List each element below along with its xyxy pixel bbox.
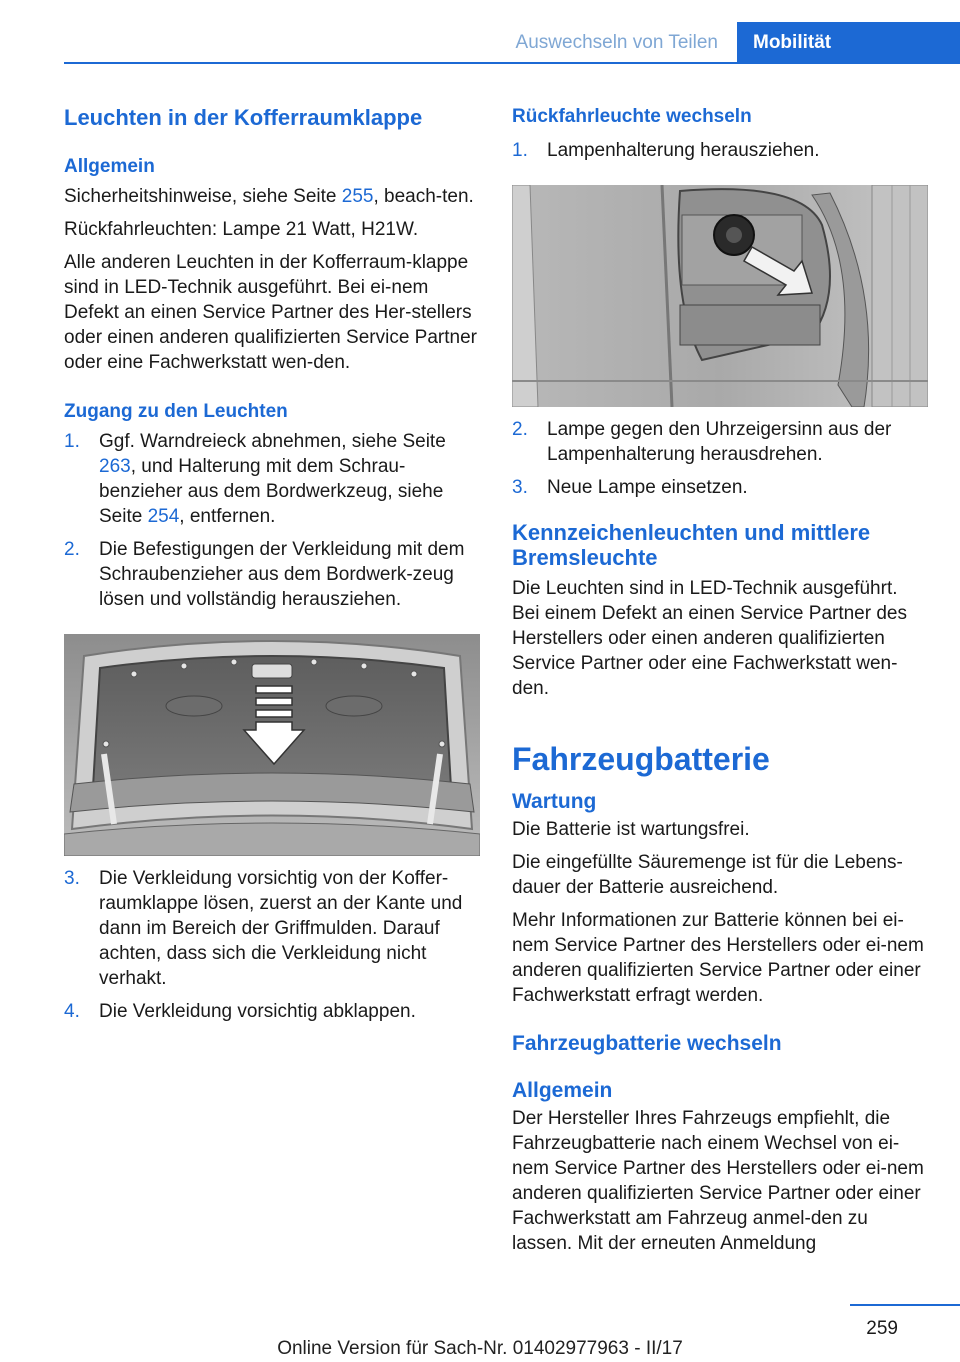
other-lights-text: Alle anderen Leuchten in der Kofferraum-klappe sind in LED-Technik ausgeführt. Bei ei-nem Defekt an einen Service Partner des Her-stellers oder einen anderen qualifizierten Service Partner oder eine Fachwerkstatt wen-den. bbox=[64, 252, 477, 373]
footer-rule bbox=[850, 1304, 960, 1306]
page-header bbox=[0, 0, 960, 64]
breadcrumb[interactable]: Auswechseln von Teilen bbox=[515, 32, 718, 53]
heading-rueckfahrleuchte: Rückfahrleuchte wechseln bbox=[512, 106, 752, 127]
heading-zugang: Zugang zu den Leuchten bbox=[64, 401, 288, 422]
rueckfahr-text: Rückfahrleuchten: Lampe 21 Watt, H21W. bbox=[64, 219, 419, 240]
section-title-kofferraum: Leuchten in der Kofferraumklappe bbox=[64, 105, 423, 130]
steps-zugang-cont bbox=[64, 866, 480, 1024]
steps-rueck-cont bbox=[512, 417, 928, 500]
heading-fahrzeugbatterie: Fahrzeugbatterie bbox=[512, 741, 770, 777]
heading-kennzeichen: Kennzeichenleuchten und mittlere Bremsleuchte bbox=[512, 520, 871, 570]
list-item: 1. Lampenhalterung herausziehen. bbox=[512, 140, 820, 161]
page-ref-255[interactable]: 255 bbox=[341, 186, 374, 207]
heading-allgemein-2: Allgemein bbox=[512, 1079, 613, 1102]
heading-wartung: Wartung bbox=[512, 790, 597, 813]
lamp-holder-illustration bbox=[512, 185, 928, 407]
left-column bbox=[64, 100, 480, 1024]
section-tab[interactable]: Mobilität bbox=[737, 22, 960, 62]
page-ref-263[interactable]: 263 bbox=[99, 456, 131, 477]
list-item: 3. Neue Lampe einsetzen. bbox=[512, 477, 748, 498]
batterie-allgemein-text: Der Hersteller Ihres Fahrzeugs empfiehlt, die Fahrzeugbatterie nach einem Wechsel von ei-nem Service Partner des Herstellers oder ei-nem anderen qualifizierten Service Partner oder einer Fachwerkstatt am Fahrzeug anmel-den zu lassen. Mit der erneuten Anmeldung bbox=[512, 1108, 924, 1254]
wartung-text-1: Die Batterie ist wartungsfrei. bbox=[512, 819, 750, 840]
trunk-lid-illustration bbox=[64, 634, 480, 856]
list-item: 4. Die Verkleidung vorsichtig abklappen. bbox=[64, 1001, 416, 1022]
list-item: 3. Die Verkleidung vorsichtig von der Koffer-raumklappe lösen, zuerst an der Kante und dann im Bereich der Griffmulden. Darauf achten, dass sich die Verkleidung nicht verhakt. bbox=[64, 868, 463, 989]
list-item: 2. Die Befestigungen der Verkleidung mit dem Schraubenzieher aus dem Bordwerk-zeug lösen und vollständig herausziehen. bbox=[64, 539, 465, 610]
trunk-lid-figure bbox=[64, 634, 480, 856]
wartung-text-3: Mehr Informationen zur Batterie können bei ei-nem Service Partner des Herstellers oder ei-nem anderen qualifizierten Service Partner oder einer Fachwerkstatt erfragt werden. bbox=[512, 910, 924, 1006]
safety-text: Sicherheitshinweise, siehe Seite 255, beach-ten. bbox=[64, 186, 474, 207]
page-ref-254[interactable]: 254 bbox=[147, 506, 180, 527]
heading-batterie-wechseln: Fahrzeugbatterie wechseln bbox=[512, 1032, 782, 1055]
steps-rueck bbox=[512, 138, 928, 163]
right-column bbox=[512, 100, 928, 1256]
wartung-text-2: Die eingefüllte Säuremenge ist für die Lebens-dauer der Batterie ausreichend. bbox=[512, 852, 903, 898]
kennzeichen-text: Die Leuchten sind in LED-Technik ausgeführt. Bei einem Defekt an einen Service Partner des Herstellers oder einen anderen qualifizierten Service Partner oder eine Fachwerkstatt wen-den. bbox=[512, 578, 907, 699]
lamp-holder-figure bbox=[512, 185, 928, 407]
list-item: 1. Ggf. Warndreieck abnehmen, siehe Seite 263, und Halterung mit dem Schrau-benzieher aus dem Bordwerkzeug, siehe Seite 254, entfernen. bbox=[64, 431, 446, 527]
header-rule bbox=[64, 62, 960, 64]
page-number: 259 bbox=[866, 1318, 898, 1339]
steps-zugang bbox=[64, 429, 480, 612]
online-version-note: Online Version für Sach-Nr. 01402977963 - II/17 bbox=[277, 1338, 683, 1359]
list-item: 2. Lampe gegen den Uhrzeigersinn aus der Lampenhalterung herausdrehen. bbox=[512, 419, 892, 465]
heading-allgemein: Allgemein bbox=[64, 156, 155, 177]
